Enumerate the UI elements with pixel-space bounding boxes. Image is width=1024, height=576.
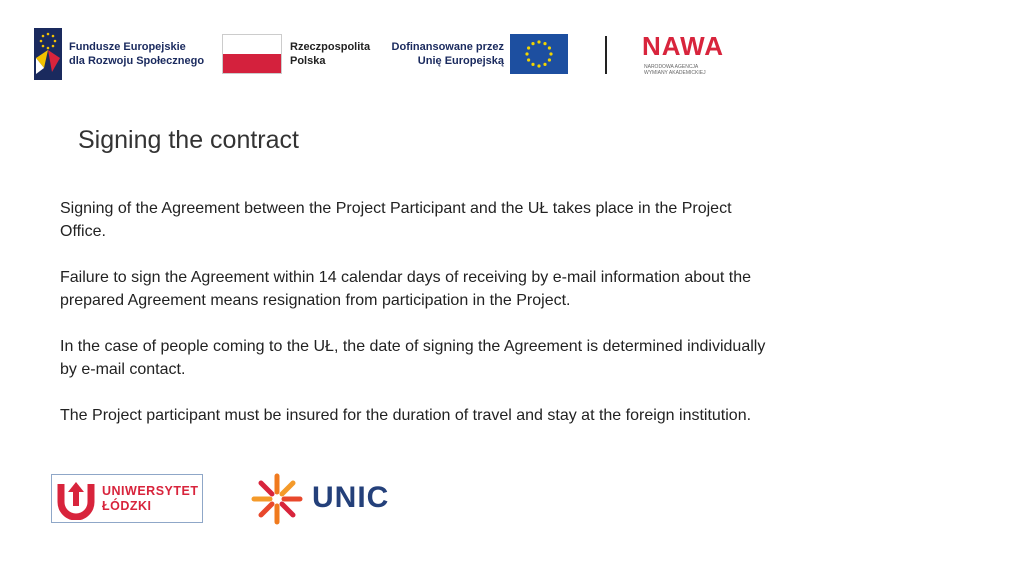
fe-logo xyxy=(34,28,204,80)
slide-title: Signing the contract xyxy=(78,126,299,154)
ul-logo-line1: UNIWERSYTET xyxy=(102,484,199,498)
eu-logo-line2: Unię Europejską xyxy=(417,55,504,67)
unic-sun-icon xyxy=(250,472,304,526)
polish-flag-icon xyxy=(222,34,282,74)
eu-logo-line1: Dofinansowane przez xyxy=(391,41,504,53)
ul-logo-icon xyxy=(55,478,97,520)
unic-logo xyxy=(250,472,390,526)
eu-logo xyxy=(390,34,570,76)
nawa-logo xyxy=(642,32,742,78)
rp-logo-line1: Rzeczpospolita xyxy=(290,41,371,53)
nawa-logo-sub2: WYMIANY AKADEMICKIEJ xyxy=(644,70,706,76)
fe-logo-icon xyxy=(34,28,62,80)
rp-logo xyxy=(222,34,382,76)
logo-separator xyxy=(605,36,607,74)
slide-body xyxy=(60,197,780,450)
body-paragraph: In the case of people coming to the UŁ, the date of signing the Agreement is determined individually by e-mail contact. xyxy=(60,338,766,378)
body-paragraph: Signing of the Agreement between the Project Participant and the UŁ takes place in the Project Office. xyxy=(60,200,732,240)
eu-flag-icon xyxy=(510,34,568,74)
unic-logo-word: UNIC xyxy=(312,481,390,514)
ul-logo xyxy=(51,474,203,523)
rp-logo-line2: Polska xyxy=(290,55,326,67)
nawa-logo-sub1: NARODOWA AGENCJA xyxy=(644,64,699,70)
body-paragraph: The Project participant must be insured for the duration of travel and stay at the foreign institution. xyxy=(60,407,752,424)
nawa-logo-word: NAWA xyxy=(642,31,724,61)
ul-logo-line2: ŁÓDZKI xyxy=(102,499,152,513)
body-paragraph: Failure to sign the Agreement within 14 calendar days of receiving by e-mail information about the prepared Agreement means resignation from participation in the Project. xyxy=(60,269,752,309)
fe-logo-line1: Fundusze Europejskie xyxy=(69,41,186,53)
fe-logo-line2: dla Rozwoju Społecznego xyxy=(69,55,205,67)
header-logos xyxy=(0,0,1024,100)
